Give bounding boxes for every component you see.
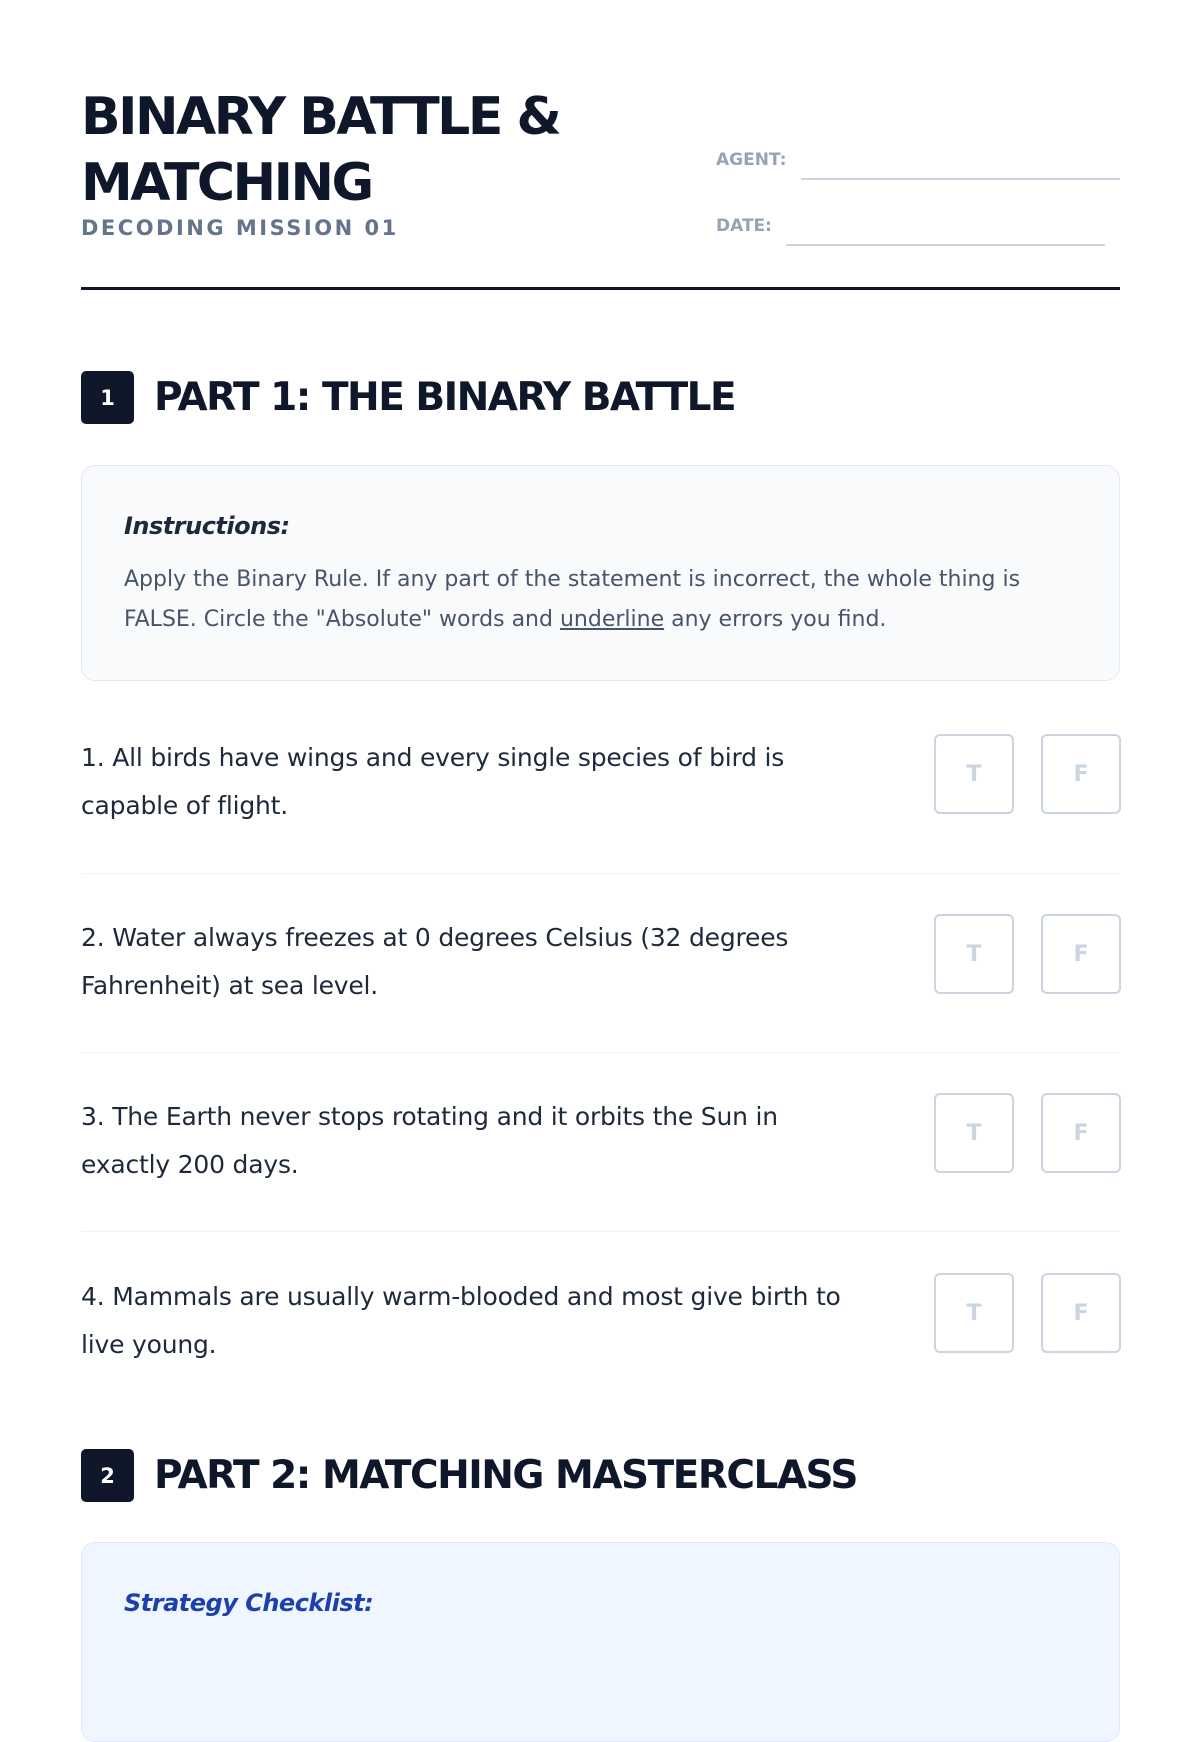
agent-name-field[interactable] bbox=[801, 178, 1120, 180]
part2-badge: 2 bbox=[81, 1449, 134, 1502]
true-box[interactable]: T bbox=[934, 1093, 1014, 1173]
instructions-text bbox=[124, 560, 1084, 640]
question-4 bbox=[81, 1273, 1120, 1373]
part1-title: PART 1: THE BINARY BATTLE bbox=[154, 375, 736, 420]
false-box[interactable]: F bbox=[1041, 1093, 1121, 1173]
question-1 bbox=[81, 734, 1120, 834]
question-2 bbox=[81, 914, 1120, 1014]
instructions-underlined-word: underline bbox=[559, 607, 665, 632]
worksheet-header bbox=[81, 84, 1120, 290]
question-divider bbox=[81, 873, 1120, 874]
instructions-text-end: any errors you find. bbox=[664, 607, 887, 632]
question-divider bbox=[81, 1231, 1120, 1232]
part2-header bbox=[81, 1449, 1120, 1503]
page-subtitle: DECODING MISSION 01 bbox=[81, 216, 399, 240]
part1-badge: 1 bbox=[81, 371, 134, 424]
header-divider bbox=[81, 287, 1120, 290]
true-box[interactable]: T bbox=[934, 914, 1014, 994]
question-text: 2. Water always freezes at 0 degrees Celsius (32 degrees Fahrenheit) at sea level. bbox=[81, 923, 789, 1000]
part2-title: PART 2: MATCHING MASTERCLASS bbox=[154, 1453, 857, 1498]
false-box[interactable]: F bbox=[1041, 914, 1121, 994]
page-title: BINARY BATTLE & MATCHING bbox=[81, 87, 560, 213]
question-text: 1. All birds have wings and every single species of bird is capable of flight. bbox=[81, 743, 785, 820]
instructions-title: Instructions: bbox=[124, 512, 290, 540]
agent-label: AGENT: bbox=[716, 150, 787, 170]
question-text: 3. The Earth never stops rotating and it orbits the Sun in exactly 200 days. bbox=[81, 1102, 778, 1179]
strategy-title: Strategy Checklist: bbox=[124, 1589, 374, 1617]
true-box[interactable]: T bbox=[934, 734, 1014, 814]
date-field[interactable] bbox=[786, 244, 1105, 246]
true-box[interactable]: T bbox=[934, 1273, 1014, 1353]
question-text: 4. Mammals are usually warm-blooded and most give birth to live young. bbox=[81, 1282, 841, 1359]
instructions-text-start: Apply the Binary Rule. If any part of the statement is incorrect, the whole thing is FALSE. Circle the "Absolute" words and bbox=[124, 567, 1021, 632]
date-label: DATE: bbox=[716, 216, 772, 236]
instructions-box bbox=[81, 465, 1120, 681]
worksheet-page bbox=[81, 0, 1120, 1617]
false-box[interactable]: F bbox=[1041, 734, 1121, 814]
false-box[interactable]: F bbox=[1041, 1273, 1121, 1353]
part1-header bbox=[81, 371, 1120, 425]
question-3 bbox=[81, 1093, 1120, 1193]
question-divider bbox=[81, 1052, 1120, 1053]
strategy-box bbox=[81, 1542, 1120, 1742]
